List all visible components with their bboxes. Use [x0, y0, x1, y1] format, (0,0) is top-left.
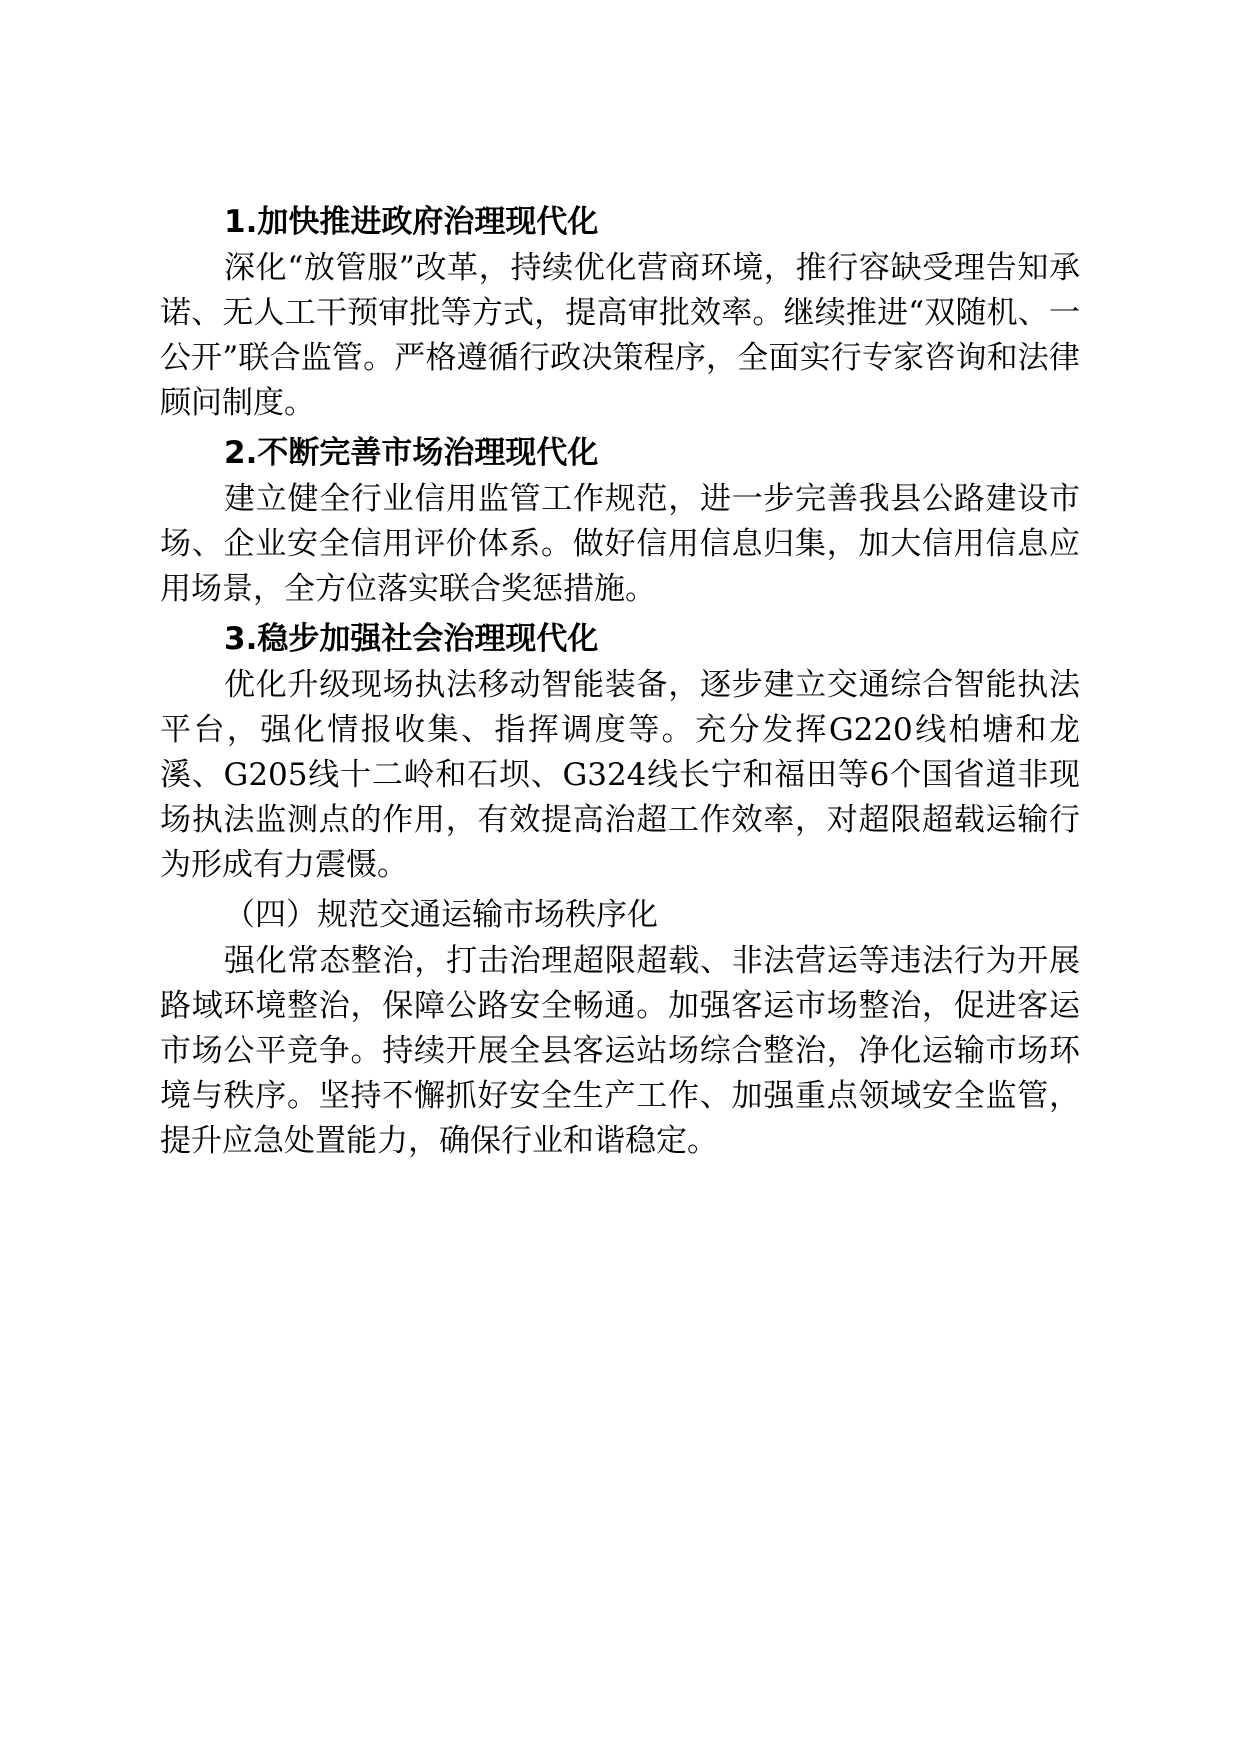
section-heading-3: 3.稳步加强社会治理现代化: [224, 621, 599, 657]
section-heading-2: 2.不断完善市场治理现代化: [224, 435, 599, 471]
section-paragraph-1: 深化“放管服”改革，持续优化营商环境，推行容缺受理告知承诺、无人工干预审批等方式，提高审批效率。继续推进“双随机、一公开”联合监管。严格遵循行政决策程序，全面实行专家咨询和法律顾问制度。: [160, 250, 1080, 421]
section-paragraph-3: 优化升级现场执法移动智能装备，逐步建立交通综合智能执法平台，强化情报收集、指挥调度等。充分发挥G220线柏塘和龙溪、G205线十二岭和石坝、G324线长宁和福田等6个国省道非现场执法监测点的作用，有效提高治超工作效率，对超限超载运输行为形成有力震慑。: [160, 667, 1080, 883]
section-heading-1: 1.加快推进政府治理现代化: [224, 204, 599, 240]
section-paragraph-4: 强化常态整治，打击治理超限超载、非法营运等违法行为开展路域环境整治，保障公路安全畅通。加强客运市场整治，促进客运市场公平竞争。持续开展全县客运站场综合整治，净化运输市场环境与秩序。坚持不懈抓好安全生产工作、加强重点领域安全监管，提升应急处置能力，确保行业和谐稳定。: [160, 943, 1080, 1159]
document-body: [160, 198, 1080, 1167]
section-heading-4: （四）规范交通运输市场秩序化: [224, 897, 658, 933]
section-paragraph-2: 建立健全行业信用监管工作规范，进一步完善我县公路建设市场、企业安全信用评价体系。做好信用信息归集，加大信用信息应用场景，全方位落实联合奖惩措施。: [160, 481, 1080, 607]
